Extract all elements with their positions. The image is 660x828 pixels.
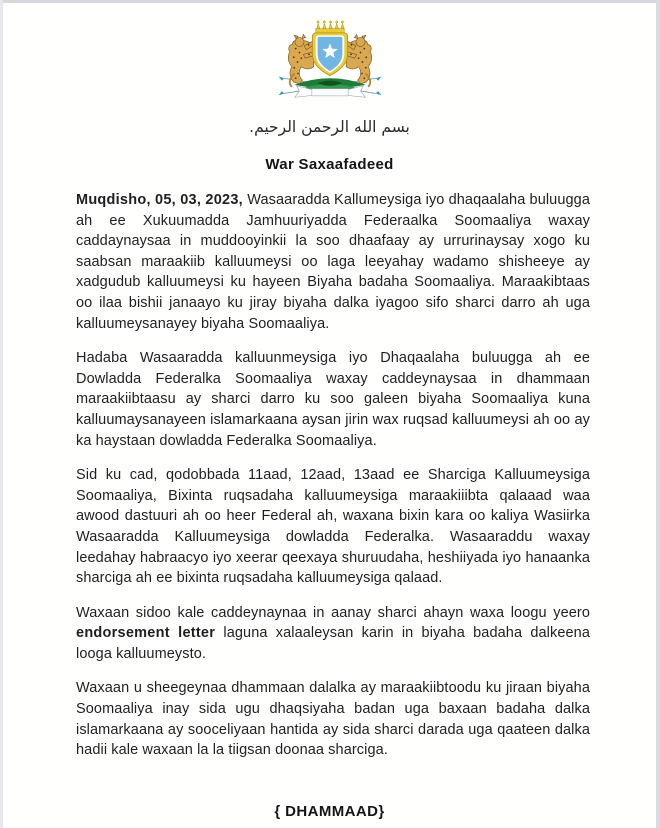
- paragraph-segment: laguna xalaaleysan karin in biyaha badaha dalkeena looga kalluumeysto.: [76, 625, 590, 662]
- bismillah-text: بسم الله الرحمن الرحيم.: [249, 118, 410, 136]
- crown: [315, 21, 344, 33]
- document-body: [76, 190, 590, 761]
- paragraph-segment: Hadaba Wasaaradda kalluunmeysiga iyo Dhaqaalaha buluugga ah ee Dowladda Federalka Soomaaliya waxay caddeynaysaa in dhammaan maraakiibtaasu ay sharci darro ku soo galeen biyaha Soomaaliya kuna kalluumaysanayeen islamarkaana aysan jirin wax ruqsad kalluumeysi ah oo ay ka haystaan dowladda Federalka Soomaaliya.: [76, 350, 590, 449]
- emblem-container: [3, 17, 656, 113]
- paragraph-segment: Waxaan u sheegeynaa dhammaan dalalka ay maraakiibtoodu ku jiraan biyaha Soomaaliya inay sida ugu dhaqsiyaha badan uga baxaan badaha dalka islamarkaana ay sooceliyaan hantida ay sida sharci darada uga qaateen dalka hadii kale waxaan la la tiigsan doonaa sharciga.: [76, 680, 590, 759]
- paragraph-bold-segment: Muqdisho, 05, 03, 2023,: [76, 192, 248, 208]
- somalia-coat-of-arms-icon: [268, 17, 392, 108]
- paragraph-segment: Waxaan sidoo kale caddeynaynaa in aanay sharci ahayn waxa loogu yeero: [76, 604, 590, 621]
- paragraph-segment: Sid ku cad, qodobbada 11aad, 12aad, 13aad ee Sharciga Kalluumeysiga Soomaaliya, Bixinta ruqsadaha kalluumeysiga maraakiiibta qalaaad waa awood dastuuri ah oo heer Federal ah, waxana bixin kara oo kaliya Wasiirka Wasaaradda Kalluumeysiga dowladda Federalka. Wasaaraddu waxay leedahay habraacyo iyo xeerar qeexaya shuruudaha, heshiiyada iyo hanaanka sharciga ah ee bixinta ruqsadaha kalluumeysiga qalaad.: [76, 467, 590, 587]
- closing-dhammaad: { DHAMMAAD}: [274, 802, 385, 820]
- paragraph-segment: Wasaaradda Kallumeysiga iyo dhaqaalaha buluugga ah ee Xukuumadda Jamhuuriyadda Federaalka Soomaaliya waxay caddaynaysaa in muddooyinkii la soo dhaafaay ay urrurinaysay xogo ku saabsan maraakiib kalluumeysi oo laga leeyahay wadamo shisheeye ay xadgudub kalluumeysi ku hayeen Biyaha badaha Soomaaliya. Maraakibtaas oo ilaa bishii janaayo ku jiray biyaha dalka iyagoo sifo sharci darro ah uga kalluumeysanayey biyaha Soomaaliya.: [76, 192, 590, 332]
- paragraph: [76, 465, 590, 589]
- leopard-right: [344, 34, 371, 86]
- press-release-title: War Saxaafadeed: [265, 156, 394, 173]
- paragraph-bold-segment: endorsement letter: [76, 625, 216, 642]
- paragraph: [76, 678, 590, 760]
- press-release-page: [3, 3, 656, 828]
- paragraph: [76, 348, 590, 451]
- shield: [312, 33, 347, 76]
- paragraph: [76, 603, 590, 665]
- page-edge-right: [656, 0, 660, 828]
- paragraph: [76, 190, 590, 334]
- leopard-left: [288, 34, 315, 86]
